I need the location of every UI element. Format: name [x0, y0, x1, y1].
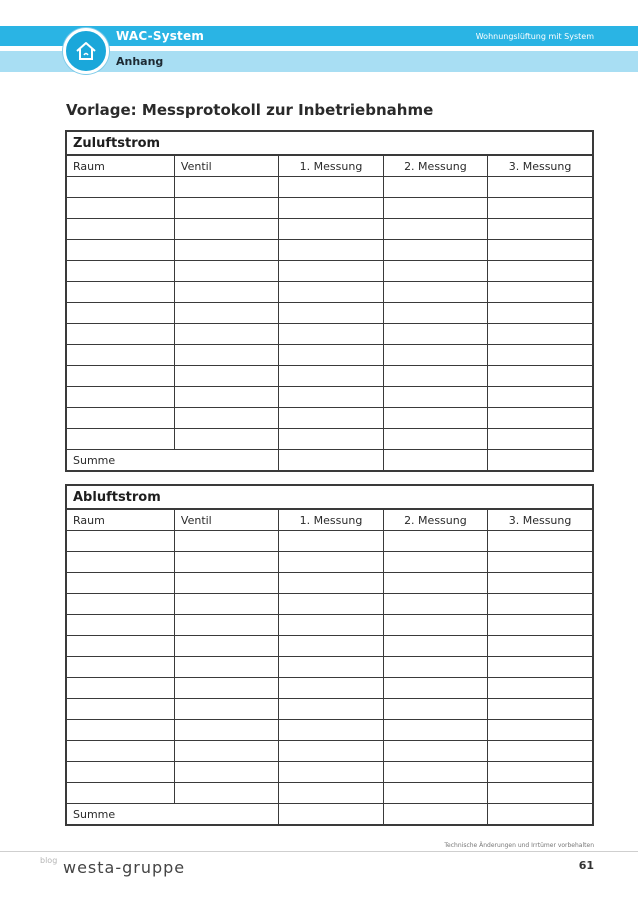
column-header: 3. Messung — [488, 509, 593, 531]
column-header: 1. Messung — [279, 509, 383, 531]
table-row — [66, 531, 593, 552]
entry-cell[interactable] — [66, 345, 174, 366]
entry-cell[interactable] — [279, 303, 383, 324]
sum-cell[interactable] — [279, 450, 383, 472]
brand-logo: westa-gruppe — [63, 858, 186, 877]
table-row — [66, 261, 593, 282]
entry-cell[interactable] — [383, 615, 487, 636]
table-row — [66, 678, 593, 699]
entry-cell[interactable] — [174, 261, 278, 282]
entry-cell[interactable] — [174, 177, 278, 198]
entry-cell[interactable] — [174, 282, 278, 303]
entry-cell[interactable] — [279, 345, 383, 366]
entry-cell[interactable] — [174, 324, 278, 345]
table-row — [66, 282, 593, 303]
entry-cell[interactable] — [488, 699, 593, 720]
header-tagline: Wohnungslüftung mit System — [475, 32, 594, 41]
entry-cell[interactable] — [383, 657, 487, 678]
table-title: Zuluftstrom — [66, 131, 593, 155]
entry-cell[interactable] — [279, 177, 383, 198]
entry-cell[interactable] — [66, 657, 174, 678]
entry-cell[interactable] — [174, 219, 278, 240]
entry-cell[interactable] — [66, 429, 174, 450]
entry-cell[interactable] — [174, 573, 278, 594]
entry-cell[interactable] — [488, 636, 593, 657]
house-icon — [73, 38, 99, 64]
entry-cell[interactable] — [174, 678, 278, 699]
entry-cell[interactable] — [383, 198, 487, 219]
table-title: Abluftstrom — [66, 485, 593, 509]
entry-cell[interactable] — [174, 699, 278, 720]
entry-cell[interactable] — [174, 345, 278, 366]
entry-cell[interactable] — [383, 240, 487, 261]
table-row — [66, 636, 593, 657]
entry-cell[interactable] — [279, 324, 383, 345]
entry-cell[interactable] — [279, 615, 383, 636]
entry-cell[interactable] — [488, 615, 593, 636]
entry-cell[interactable] — [488, 408, 593, 429]
entry-cell[interactable] — [488, 657, 593, 678]
entry-cell[interactable] — [383, 303, 487, 324]
table-row — [66, 408, 593, 429]
entry-cell[interactable] — [279, 552, 383, 573]
entry-cell[interactable] — [383, 345, 487, 366]
entry-cell[interactable] — [383, 762, 487, 783]
sum-cell[interactable] — [383, 804, 487, 826]
entry-cell[interactable] — [66, 282, 174, 303]
entry-cell[interactable] — [279, 387, 383, 408]
section-name: Anhang — [116, 55, 164, 68]
sum-cell[interactable] — [279, 804, 383, 826]
entry-cell[interactable] — [488, 720, 593, 741]
table-header-row — [66, 509, 593, 531]
column-header: 1. Messung — [279, 155, 383, 177]
entry-cell[interactable] — [279, 783, 383, 804]
entry-cell[interactable] — [66, 324, 174, 345]
entry-cell[interactable] — [383, 531, 487, 552]
column-header: Raum — [66, 155, 174, 177]
entry-cell[interactable] — [174, 531, 278, 552]
entry-cell[interactable] — [174, 615, 278, 636]
entry-cell[interactable] — [383, 741, 487, 762]
entry-cell[interactable] — [66, 678, 174, 699]
entry-cell[interactable] — [174, 429, 278, 450]
entry-cell[interactable] — [66, 408, 174, 429]
sum-label: Summe — [66, 804, 279, 826]
entry-cell[interactable] — [383, 783, 487, 804]
entry-cell[interactable] — [383, 429, 487, 450]
column-header: Ventil — [174, 509, 278, 531]
entry-cell[interactable] — [488, 552, 593, 573]
table-row — [66, 741, 593, 762]
sum-cell[interactable] — [488, 804, 593, 826]
entry-cell[interactable] — [66, 636, 174, 657]
supply-air-table — [65, 130, 594, 472]
footer-divider — [0, 851, 638, 852]
entry-cell[interactable] — [174, 303, 278, 324]
entry-cell[interactable] — [383, 408, 487, 429]
entry-cell[interactable] — [66, 177, 174, 198]
exhaust-air-table — [65, 484, 594, 826]
entry-cell[interactable] — [383, 387, 487, 408]
entry-cell[interactable] — [66, 552, 174, 573]
column-header: 3. Messung — [488, 155, 593, 177]
entry-cell[interactable] — [174, 594, 278, 615]
entry-cell[interactable] — [174, 240, 278, 261]
entry-cell[interactable] — [383, 219, 487, 240]
page-number: 61 — [578, 859, 594, 872]
entry-cell[interactable] — [488, 177, 593, 198]
table-row — [66, 552, 593, 573]
table-row — [66, 615, 593, 636]
table-title-row — [66, 485, 593, 509]
entry-cell[interactable] — [383, 261, 487, 282]
sum-label: Summe — [66, 450, 279, 472]
table-header-row — [66, 155, 593, 177]
entry-cell[interactable] — [66, 366, 174, 387]
entry-cell[interactable] — [66, 594, 174, 615]
wac-logo — [63, 28, 109, 74]
entry-cell[interactable] — [279, 219, 383, 240]
entry-cell[interactable] — [279, 261, 383, 282]
table-row — [66, 429, 593, 450]
entry-cell[interactable] — [66, 699, 174, 720]
entry-cell[interactable] — [488, 219, 593, 240]
entry-cell[interactable] — [383, 366, 487, 387]
table-row — [66, 366, 593, 387]
page-title: Vorlage: Messprotokoll zur Inbetriebnahme — [66, 101, 434, 119]
entry-cell[interactable] — [66, 387, 174, 408]
entry-cell[interactable] — [66, 261, 174, 282]
entry-cell[interactable] — [488, 324, 593, 345]
sum-cell[interactable] — [488, 450, 593, 472]
system-title: WAC-System — [116, 29, 205, 43]
entry-cell[interactable] — [383, 636, 487, 657]
entry-cell[interactable] — [279, 741, 383, 762]
entry-cell[interactable] — [488, 345, 593, 366]
entry-cell[interactable] — [279, 594, 383, 615]
blog-watermark: blog — [40, 856, 58, 865]
entry-cell[interactable] — [488, 594, 593, 615]
entry-cell[interactable] — [66, 219, 174, 240]
table-row — [66, 198, 593, 219]
entry-cell[interactable] — [383, 678, 487, 699]
entry-cell[interactable] — [174, 783, 278, 804]
entry-cell[interactable] — [279, 636, 383, 657]
entry-cell[interactable] — [488, 531, 593, 552]
entry-cell[interactable] — [66, 762, 174, 783]
entry-cell[interactable] — [383, 573, 487, 594]
entry-cell[interactable] — [383, 324, 487, 345]
entry-cell[interactable] — [279, 762, 383, 783]
entry-cell[interactable] — [66, 741, 174, 762]
entry-cell[interactable] — [279, 678, 383, 699]
table-row — [66, 699, 593, 720]
entry-cell[interactable] — [383, 552, 487, 573]
entry-cell[interactable] — [488, 198, 593, 219]
entry-cell[interactable] — [383, 720, 487, 741]
entry-cell[interactable] — [488, 387, 593, 408]
entry-cell[interactable] — [488, 573, 593, 594]
entry-cell[interactable] — [383, 282, 487, 303]
entry-cell[interactable] — [488, 678, 593, 699]
entry-cell[interactable] — [279, 657, 383, 678]
entry-cell[interactable] — [279, 720, 383, 741]
sum-row — [66, 450, 593, 472]
table-row — [66, 573, 593, 594]
entry-cell[interactable] — [488, 282, 593, 303]
entry-cell[interactable] — [66, 240, 174, 261]
entry-cell[interactable] — [488, 366, 593, 387]
entry-cell[interactable] — [383, 594, 487, 615]
table-row — [66, 387, 593, 408]
entry-cell[interactable] — [174, 408, 278, 429]
entry-cell[interactable] — [66, 720, 174, 741]
sum-cell[interactable] — [383, 450, 487, 472]
entry-cell[interactable] — [383, 699, 487, 720]
entry-cell[interactable] — [488, 303, 593, 324]
entry-cell[interactable] — [488, 429, 593, 450]
entry-cell[interactable] — [279, 573, 383, 594]
table-row — [66, 594, 593, 615]
entry-cell[interactable] — [488, 261, 593, 282]
entry-cell[interactable] — [279, 699, 383, 720]
table-row — [66, 324, 593, 345]
entry-cell[interactable] — [279, 531, 383, 552]
table-row — [66, 303, 593, 324]
table-row — [66, 345, 593, 366]
entry-cell[interactable] — [174, 720, 278, 741]
table-row — [66, 720, 593, 741]
table-row — [66, 783, 593, 804]
entry-cell[interactable] — [66, 573, 174, 594]
table-row — [66, 240, 593, 261]
entry-cell[interactable] — [488, 240, 593, 261]
table-row — [66, 657, 593, 678]
entry-cell[interactable] — [174, 366, 278, 387]
entry-cell[interactable] — [279, 198, 383, 219]
entry-cell[interactable] — [66, 198, 174, 219]
entry-cell[interactable] — [174, 198, 278, 219]
disclaimer: Technische Änderungen und Irrtümer vorbehalten — [444, 842, 594, 849]
entry-cell[interactable] — [279, 240, 383, 261]
table-row — [66, 762, 593, 783]
table-title-row — [66, 131, 593, 155]
entry-cell[interactable] — [279, 366, 383, 387]
sum-row — [66, 804, 593, 826]
entry-cell[interactable] — [174, 552, 278, 573]
entry-cell[interactable] — [174, 741, 278, 762]
entry-cell[interactable] — [279, 282, 383, 303]
entry-cell[interactable] — [66, 303, 174, 324]
entry-cell[interactable] — [66, 615, 174, 636]
entry-cell[interactable] — [279, 429, 383, 450]
entry-cell[interactable] — [174, 636, 278, 657]
table-row — [66, 177, 593, 198]
column-header: Raum — [66, 509, 174, 531]
entry-cell[interactable] — [66, 783, 174, 804]
column-header: 2. Messung — [383, 155, 487, 177]
entry-cell[interactable] — [488, 783, 593, 804]
table-row — [66, 219, 593, 240]
entry-cell[interactable] — [279, 408, 383, 429]
entry-cell[interactable] — [383, 177, 487, 198]
entry-cell[interactable] — [66, 531, 174, 552]
entry-cell[interactable] — [488, 741, 593, 762]
entry-cell[interactable] — [174, 387, 278, 408]
entry-cell[interactable] — [174, 762, 278, 783]
column-header: Ventil — [174, 155, 278, 177]
column-header: 2. Messung — [383, 509, 487, 531]
entry-cell[interactable] — [174, 657, 278, 678]
entry-cell[interactable] — [488, 762, 593, 783]
